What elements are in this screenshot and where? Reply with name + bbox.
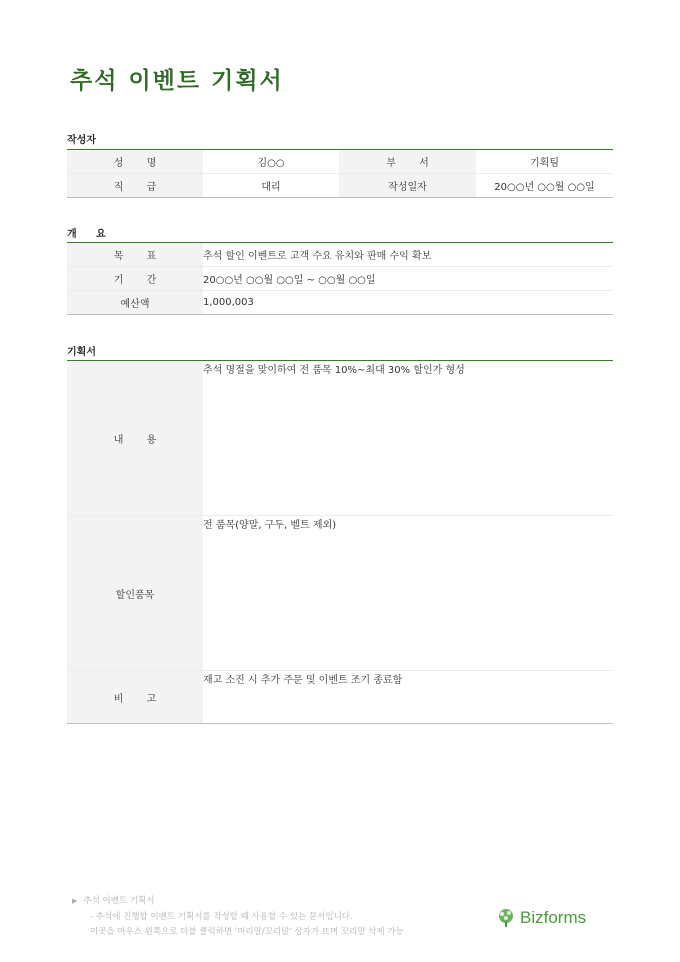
period-label: 기 간 [67, 267, 203, 291]
plan-table [67, 360, 613, 724]
triangle-icon: ▶ [72, 897, 78, 905]
remarks-value: 재고 소진 시 추가 주문 및 이벤트 조기 종료함 [203, 675, 403, 686]
department-value: 기획팀 [476, 150, 613, 174]
footer-note[interactable] [72, 894, 404, 941]
bizforms-logo [496, 908, 586, 928]
department-label: 부 서 [339, 150, 476, 174]
date-label: 작성일자 [339, 174, 476, 198]
goal-label: 목 표 [67, 243, 203, 267]
items-label: 할인품목 [67, 516, 203, 671]
budget-value: 1,000,003 [203, 291, 613, 315]
items-value: 전 품목(양말, 구두, 벨트 제외) [203, 516, 613, 671]
plan-row-remarks [67, 671, 613, 724]
rank-label: 직 급 [67, 174, 203, 198]
budget-label: 예산액 [67, 291, 203, 315]
logo-text: Bizforms [520, 908, 587, 927]
plan-row-content [67, 361, 613, 516]
overview-section-heading: 개 요 [67, 229, 114, 240]
author-row-rank [67, 174, 613, 198]
overview-row-budget [67, 291, 613, 315]
author-row-name [67, 150, 613, 174]
plan-row-items [67, 516, 613, 671]
footer-instruction: 이곳을 마우스 왼쪽으로 더블 클릭하면 '머리말/꼬리말' 상자가 뜨며 꼬리말 삭제 가능 [90, 927, 404, 937]
name-label: 성 명 [67, 150, 203, 174]
author-section-heading: 작성자 [67, 135, 96, 146]
tree-icon [496, 908, 516, 928]
footer-title: ▶ 추석 이벤트 기획서 [72, 894, 404, 910]
overview-row-goal [67, 243, 613, 267]
author-table [67, 149, 613, 198]
period-value: 20○○년 ○○월 ○○일 ~ ○○월 ○○일 [203, 267, 613, 291]
document-title: 추석 이벤트 기획서 [70, 68, 284, 94]
content-label: 내 용 [67, 361, 203, 516]
content-value: 추석 명절을 맞이하여 전 품목 10%~최대 30% 할인가 형성 [203, 361, 613, 516]
goal-value: 추석 할인 이벤트로 고객 수요 유치와 판매 수익 확보 [203, 243, 613, 267]
rank-value: 대리 [203, 174, 339, 198]
footer-description: - 추석에 진행할 이벤트 기획서를 작성할 때 사용할 수 있는 문서입니다. [90, 911, 353, 922]
remarks-label: 비 고 [67, 671, 203, 724]
name-value: 김○○ [203, 150, 339, 174]
date-value: 20○○년 ○○월 ○○일 [476, 174, 613, 198]
overview-row-period [67, 267, 613, 291]
overview-table [67, 242, 613, 315]
plan-section-heading: 기획서 [67, 347, 96, 358]
